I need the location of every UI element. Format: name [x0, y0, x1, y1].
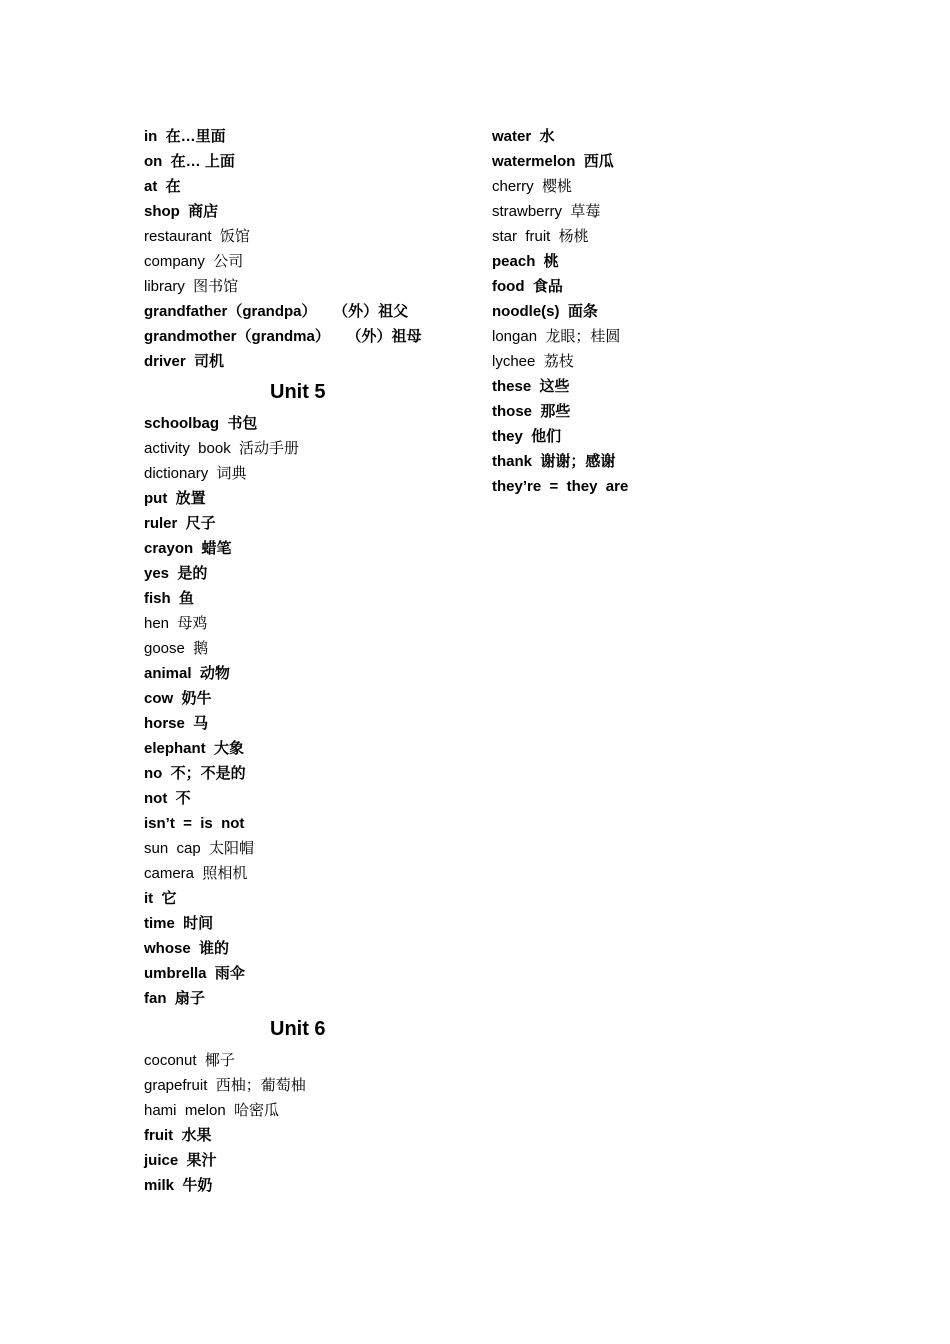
- unit-5-vocab-list: [144, 411, 474, 1011]
- vocab-entry: grandmother（grandma） （外）祖母: [144, 328, 422, 345]
- vocab-entry: horse 马: [144, 715, 209, 732]
- vocab-entry: thank 谢谢；感谢: [492, 453, 616, 470]
- vocab-entry: cow 奶牛: [144, 690, 212, 707]
- vocab-entry: it 它: [144, 890, 177, 907]
- vocab-entry: goose 鹅: [144, 640, 209, 657]
- vocab-entry: hen 母鸡: [144, 615, 208, 632]
- unit-6-heading: Unit 6: [270, 1018, 326, 1040]
- vocab-entry: food 食品: [492, 278, 563, 295]
- vocab-entry: no 不；不是的: [144, 765, 246, 782]
- vocab-entry: they 他们: [492, 428, 562, 445]
- left-column: [144, 124, 474, 1198]
- vocab-entry: put 放置: [144, 490, 206, 507]
- vocab-entry: shop 商店: [144, 203, 219, 220]
- vocab-entry: they’re = they are: [492, 478, 629, 495]
- vocab-entry: umbrella 雨伞: [144, 965, 245, 982]
- vocab-entry: animal 动物: [144, 665, 230, 682]
- vocab-entry: coconut 椰子: [144, 1052, 235, 1069]
- vocab-entry: fruit 水果: [144, 1127, 212, 1144]
- vocab-entry: ruler 尺子: [144, 515, 216, 532]
- vocab-entry: activity book 活动手册: [144, 440, 300, 457]
- vocab-entry: schoolbag 书包: [144, 415, 258, 432]
- vocab-entry: juice 果汁: [144, 1152, 217, 1169]
- vocab-entry: in 在…里面: [144, 128, 226, 145]
- vocab-entry: watermelon 西瓜: [492, 153, 614, 170]
- vocab-entry: lychee 荔枝: [492, 353, 574, 370]
- vocab-entry: grapefruit 西柚；葡萄柚: [144, 1077, 306, 1094]
- vocab-entry: star fruit 杨桃: [492, 228, 589, 245]
- vocab-entry: fan 扇子: [144, 990, 205, 1007]
- vocab-list-top: [144, 124, 474, 374]
- vocab-entry: those 那些: [492, 403, 571, 420]
- vocab-entry: restaurant 饭馆: [144, 228, 250, 245]
- unit-5-heading: Unit 5: [270, 381, 326, 403]
- vocab-entry: yes 是的: [144, 565, 208, 582]
- vocab-entry: whose 谁的: [144, 940, 230, 957]
- vocab-entry: elephant 大象: [144, 740, 245, 757]
- vocab-entry: fish 鱼: [144, 590, 195, 607]
- vocab-entry: strawberry 草莓: [492, 203, 601, 220]
- vocab-entry: time 时间: [144, 915, 214, 932]
- vocab-entry: water 水: [492, 128, 555, 145]
- vocab-entry: on 在… 上面: [144, 153, 235, 170]
- vocab-entry: at 在: [144, 178, 181, 195]
- vocab-entry: sun cap 太阳帽: [144, 840, 255, 857]
- vocab-entry: peach 桃: [492, 253, 559, 270]
- vocab-entry: driver 司机: [144, 353, 225, 370]
- vocab-entry: milk 牛奶: [144, 1177, 213, 1194]
- vocab-entry: library 图书馆: [144, 278, 239, 295]
- vocab-entry: noodle(s) 面条: [492, 303, 598, 320]
- vocab-entry: longan 龙眼；桂圆: [492, 328, 621, 345]
- vocab-entry: camera 照相机: [144, 865, 248, 882]
- unit-6-vocab-list: [144, 1048, 474, 1198]
- vocab-list-right: [492, 124, 822, 499]
- vocab-entry: company 公司: [144, 253, 244, 270]
- vocab-entry: hami melon 哈密瓜: [144, 1102, 280, 1119]
- vocab-entry: these 这些: [492, 378, 570, 395]
- vocab-entry: crayon 蜡笔: [144, 540, 232, 557]
- vocab-entry: grandfather（grandpa） （外）祖父: [144, 303, 409, 320]
- vocab-entry: dictionary 词典: [144, 465, 247, 482]
- vocab-entry: not 不: [144, 790, 191, 807]
- vocab-entry: cherry 樱桃: [492, 178, 573, 195]
- vocab-entry: isn’t = is not: [144, 815, 245, 832]
- right-column: [492, 124, 822, 499]
